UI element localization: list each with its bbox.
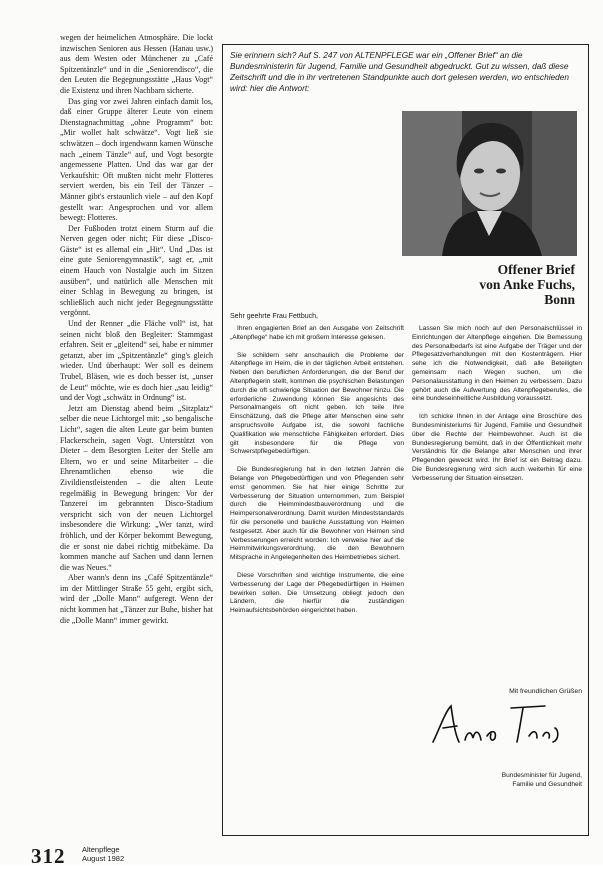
letter-paragraph: Diese Vorschriften sind wichtige Instrumente, die eine Verbesserung der Lage der Pflegebedürftigen in Heimen bewirken sollen. Die Umsetzung obliegt jedoch den Ländern, die hierfür die zuständigen Heimaufsichtsbehörden eingerichtet haben. (230, 571, 404, 615)
letter-salutation: Sehr geehrte Frau Fettbuch, (230, 313, 318, 320)
letter-paragraph: Ich schicke Ihnen in der Anlage eine Broschüre des Bundesministeriums für Jugend, Familie und Gesundheit über die Rechte der Heimbewohner. Auch ist die Bundesregierung bemüht, daß in der Öffentlichkeit mehr Verständnis für die Belange alter Menschen und ihrer Pflegenden geweckt wird. Ihr Brief ist ein Beitrag dazu. Die Bundesregierung wird sich auch weiterhin für eine Verbesserung der Situation einsetzen. (412, 413, 582, 482)
letter-closing: Mit freundlichen Grüßen (509, 688, 582, 695)
signature-label-line: Bundesminister für Jugend, (501, 772, 582, 779)
journal-issue: August 1982 (82, 854, 125, 863)
letter-title (250, 262, 575, 307)
title-line: Bonn (544, 292, 575, 307)
handwritten-signature (425, 700, 580, 750)
letter-paragraph: Ihren engagierten Brief an den Ausgabe von Zeitschrift „Altenpflege“ habe ich mit großem Interesse gelesen. (230, 325, 404, 341)
letter-paragraph: Lassen Sie mich noch auf den Personalschlüssel in Einrichtungen der Altenpflege eingehen. Die Bemessung des Personalbedarfs ist eine Aufgabe der Träger und der Pflegesatzverhandlungen mit den Kostenträgern. Hier sehe ich die Notwendigkeit, daß alle Beteiligten gemeinsam nach Wegen suchen, um die Personalausstattung in den Heimen zu verbessern. Dazu gehört auch die Aufwertung des Altenpflegeberufes, die eine bundeseinheitliche Ausbildung voraussetzt. (412, 325, 582, 403)
article-paragraph: wegen der heimelichen Atmosphäre. Die lockt inzwischen Senioren aus Hessen (Hanau usw.) aus dem Westen oder Münchener zu „Café Spitzentänzle“ und in die „Seniorendisco“, die den Leuten die Begegnungsstätte „Haus Vogt“ die Existenz und ihren Nachbarn sicherte. (60, 33, 213, 95)
letter-column-2 (412, 325, 582, 493)
article-paragraph: Der Fußboden trotzt einem Sturm auf die Nerven gegen oder nicht; Für diese „Disco-Gäste“ ist es allemal ein „Hit“. Und „Das ist eine gute Seniorengymnastik“, sagt er, „mit einem Hauch von Nostalgie auch im Sitzen ausüben“, und natürlich alle Menschen mit einer Schlag in Bewegung zu bringen, ist schließlich auch nicht jeder Begegnungsstätte vergönnt. (60, 223, 213, 318)
letter-paragraph: Die Bundesregierung hat in den letzten Jahren die Belange von Pflegebedürftigen und von Pflegenden sehr ernst genommen. Sie hat hier einige Schritte zur Verbesserung der Situation unternommen, zum Beispiel durch die Heimmindestbauverordnung und die Heimpersonalverordnung. Damit wurden Mindeststandards für die personelle und bauliche Ausstattung von Heimen festgesetzt. Aber auch für die Bewohner von Heimen sind Verbesserungen erreicht worden: Ich verweise hier auf die Heimmitwirkungsverordnung, die den Bewohnern Mitsprache in Angelegenheiten des Heimbetriebes sichert. (230, 466, 404, 562)
journal-info (82, 845, 124, 863)
signature-label (412, 772, 582, 789)
article-paragraph: Und der Renner „die Fläche voll“ ist, hat seinen nicht bloß den Begleiter: Stammgast erfahren. Seit er „gleitend“ sei, habe er nimmer getanzt, aber im „Spitzentänzle“ ging's gleich wieder. Und überhaupt: Wer soll es deinem Trubel, Bläsen, wie es doch besser ist, „unser de Leut“ möchte, wie es doch hier „sau leidig“ und der Vogt „schwätz in Ordnung“ ist. (60, 319, 213, 403)
signature-label-line: Familie und Gesundheit (512, 780, 582, 788)
article-paragraph: Jetzt am Dienstag abend beim „Sitzplatz“ selber die neue Lichtorgel mit: „so bengalische Licht“, sagen die alten Leute gar beim bunten Flackerschein, sagen Vogt. Unterstützt von Dieter – dem Besorgten Leiter der Stelle am Eltern, wo er und seine Mitarbeiter – die Ehrenamtlichen ebenso wie die Zivildienstleistenden – die alten Leute regelmäßig in Bewegung bringen: Vor der Tanzerei im gebrannten Disco-Stadium verspricht sich von der neuen Lichtorgel insbesondere die Wirkung: „Wer tanzt, wird fröhlich, und der Körper bekommt Bewegung, die er sonst nie dabei richtig mitbekäme. Da kommen manche auf Sachen und dann lernen die was Neues.“ (60, 403, 213, 572)
letter-paragraph: Sie schildern sehr anschaulich die Probleme der Altenpflege im Heim, die in der täglichen Arbeit entstehen. Neben den beruflichen Anforderungen, die der Beruf der Altenpflegerin stellt, kommen die psychischen Belastungen durch die oft schwierige Situation der Bewohner hinzu. Die erforderliche Zuwendung können Sie angesichts des Personalmangels oft nicht geben. Ich teile Ihre Einschätzung, daß die Pflege alter Menschen eine sehr anspruchsvolle Aufgabe ist, die sowohl fachliche Qualifikation wie menschliche Fähigkeiten erfordert. Dies gilt insbesondere für die Pflege von Schwerstpflegebedürftigen. (230, 351, 404, 456)
title-line: von Anke Fuchs, (479, 277, 575, 292)
page-number: 312 (31, 844, 66, 868)
article-paragraph: Das ging vor zwei Jahren einfach damit los, daß einer Gruppe älterer Leute von einem Dienstagnachmittag „ohne Programm“ bot: „Mir wollet halt schwätze“. Vogt ließ sie schwätzen – doch irgendwann kamen Wünsche nach „einem Tänzle“ auf, und Vogt besorgte angemessene Platten. Und das war gar der Verkaufshit: Oft mußten nicht mehr Flotteres serviert werden, bis ein Teil der Tänzer – Männer gibt's erstaunlich viele – auf den Kopf gestellt war: Angesprochen und vor allem bewegt: Flotteres. (60, 96, 213, 223)
portrait-image (402, 111, 577, 256)
signature-icon (425, 700, 580, 750)
journal-name: Altenpflege (82, 845, 120, 854)
letter-column-1 (230, 325, 404, 625)
article-paragraph: Aber wann's denn ins „Café Spitzentänzle“ im der Mittlinger Straße 55 geht, ergibt sich, wird der „Dolle Mann“ aufgeregt. Wenn der nicht kommen hat „Tänzer zur Buhe, bisher hat die „Dolle Mann“ immer gewirkt. (60, 573, 213, 625)
article-column (60, 33, 213, 626)
title-line: Offener Brief (497, 262, 575, 277)
editorial-intro: Sie erinnern sich? Auf S. 247 von ALTENPFLEGE war ein „Offener Brief“ an die Bundesministerin für Jugend, Familie und Gesundheit abgedruckt. Gut zu wissen, daß diese Zeitschrift und die in ihr vertretenen Standpunkte auch dort gelesen werden, wo entschieden wird: hier die Antwort: (230, 50, 569, 93)
portrait-photo (402, 111, 577, 256)
